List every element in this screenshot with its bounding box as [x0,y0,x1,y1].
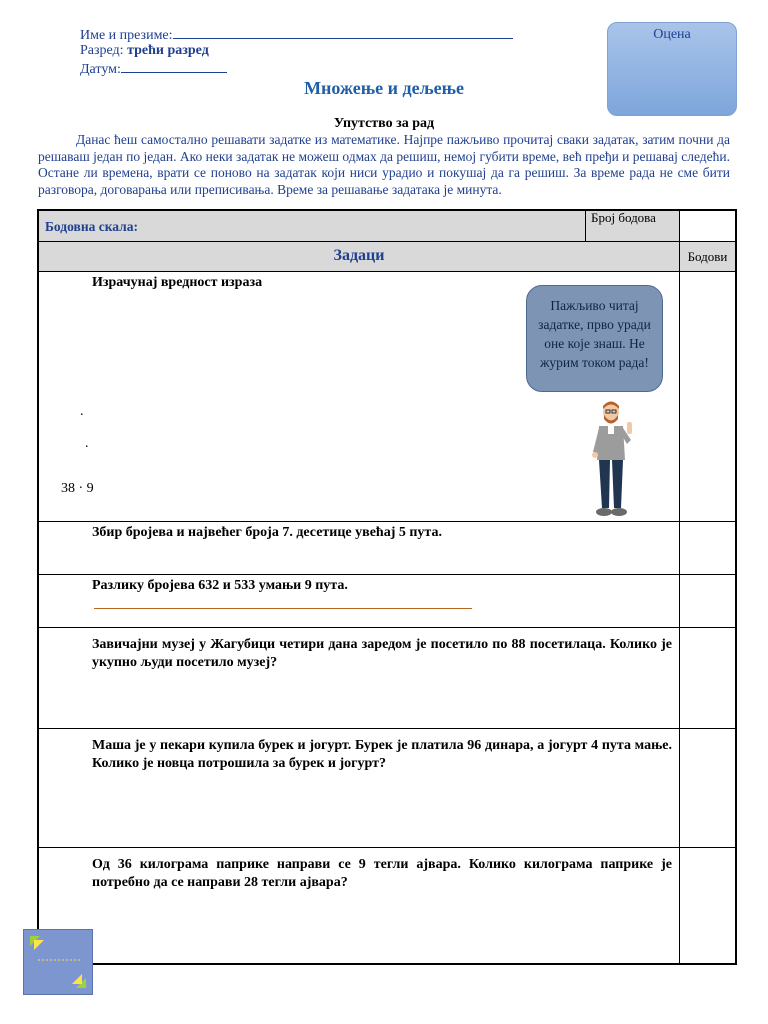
instructions-text: Данас ћеш самостално решавати задатке из математике. Најпре пажљиво прочитај сваки задатак, затим почни да решаваш један по један. Ако неки задатак не можеш одмах да решиш, немој губити време, већ пређи и решавај следећи. Остане ли времена, врати се поново на задатак који ниси урадио и покушај да га решиш. За време рада не сме бити разговора, договарања или преписивања. Време за решавање задатака је минута. [38,132,730,197]
class-label: Разред: [80,43,124,58]
points-header: Бодови [687,249,728,264]
task-row-3 [39,575,735,628]
name-label: Име и презиме: [80,28,173,43]
task-3-answer-line[interactable] [94,608,472,609]
tasks-header-row [39,242,735,272]
score-scale-row [39,211,735,242]
bubble-text: Пажљиво читај задатке, прво уради оне које знаш. Не журим током рада! [538,298,651,370]
teacher-figure-icon [589,400,641,520]
task-3-text: Разлику бројева 632 и 533 умањи 9 пута. [92,578,348,593]
logo-icon [24,930,92,994]
grade-label: Оцена [653,27,691,42]
grade-box [607,22,737,116]
class-line [80,43,209,59]
task-1-expression: 38 · 9 [61,481,94,496]
page-title: Множење и дељење [304,78,464,98]
task-row-2 [39,522,735,575]
date-label: Датум: [80,62,121,77]
name-field[interactable] [80,26,513,44]
tasks-header: Задаци [333,247,385,264]
worksheet-table [37,209,737,965]
task-4-text: Завичајни музеј у Жагубици четири дана заредом је посетило по 88 посетилаца. Колико је укупно људи посетило музеј? [92,637,672,670]
task-1-dot-a: . [80,404,84,419]
task-row-5 [39,729,735,848]
instructions-heading: Упутство за рад [333,116,435,131]
points-count-cell[interactable] [680,211,735,241]
task-1-dot-b: . [85,436,89,451]
speech-bubble [526,285,663,392]
task-row-1 [39,272,735,522]
score-scale-label: Бодовна скала: [45,219,138,234]
task-row-4 [39,628,735,729]
task-1-text: Израчунај вредност израза [92,275,263,290]
class-value: трећи разред [127,43,209,58]
date-field[interactable] [80,60,227,78]
task-2-text: Збир бројева и највећег броја 7. десетице увећај 5 пута. [92,525,442,540]
task-row-6 [39,848,735,963]
task-6-text: Од 36 килограма паприке направи се 9 тегли ајвара. Колико килограма паприке је потребно да се направи 28 тегли ајвара? [92,857,672,890]
date-blank[interactable] [121,60,227,73]
logo [23,929,93,995]
points-count-label: Број бодова [591,210,656,225]
name-blank[interactable] [173,26,513,39]
task-5-text: Маша је у пекари купила бурек и јогурт. Бурек је платила 96 динара, а јогурт 4 пута мање. Колико је новца потрошила за бурек и јогурт? [92,738,672,771]
